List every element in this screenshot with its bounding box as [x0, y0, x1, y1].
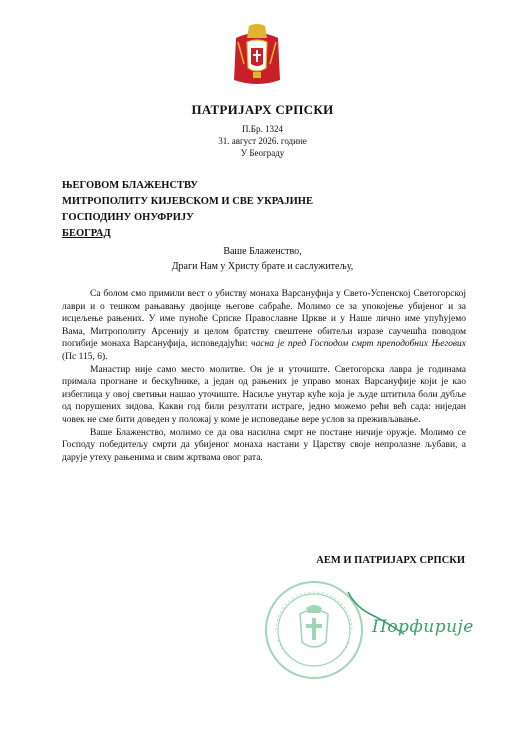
signatory-title: АЕМ И ПАТРИЈАРХ СРПСКИ [316, 555, 465, 566]
letter-body [62, 288, 466, 464]
addressee-line-1: ЊЕГОВОМ БЛАЖЕНСТВУ [62, 180, 198, 191]
salutation-line-1: Ваше Блаженство, [223, 246, 302, 257]
paragraph-1-text: Са болом смо примили вест о убиству монаха Варсануфија у Свето-Успенској Светогорској лаври и о тешком рањавању двојице његове сабраће. Молимо се за упокојење убијеног и за исцељење рањених. У име пуноће Српске Православне Цркве и у Наше лично име упућујемо Вама, Митрополиту Арсенију и целом братству свештене обитељи изразе саучешћа поводом погибије монаха Варсануфија, исповедајући: [62, 289, 466, 350]
coat-of-arms-icon [230, 24, 284, 88]
paragraph-2: Манастир није само место молитве. Он је и уточиште. Светогорска лавра је годинама примала прогнане и бескућнике, а један од рањених је управо монах Варсануфије који је као избеглица у овој светињи нашао уточиште. Насиље унутар куће која је људе штитила боли дубље од порушених зидова. Какви год били резултати истраге, једно можемо рећи већ сада: ниједан човек не сме бити доведен у положај у коме је исповедање вере услов за преживљавање. [62, 364, 466, 425]
psalm-quote: часна је пред Господом смрт преподобних Његових [251, 339, 466, 350]
reference-number: П.Бр. 1324 [242, 124, 283, 134]
psalm-reference: (Пс 115, 6). [62, 351, 108, 362]
handwritten-signature: Порфирије [372, 617, 474, 637]
addressee-line-3: ГОСПОДИНУ ОНУФРИЈУ [62, 212, 194, 223]
letter-date: 31. август 2026. године [218, 136, 307, 146]
paragraph-3: Ваше Блаженство, молимо се да ова насилна смрт не постане ничије оружје. Молимо се Господу победитељу смрти да убијеног монаха настани у Царству своје непролазне љубави, а дарује утеху рањенима и свим жртвама овог рата. [62, 427, 466, 463]
letter-place: У Београду [240, 148, 285, 158]
salutation-line-2: Драги Нам у Христу брате и саслужитељу, [171, 261, 354, 272]
addressee-city: БЕОГРАД [62, 228, 111, 239]
paragraph-1 [62, 288, 466, 364]
addressee-line-2: МИТРОПОЛИТУ КИЈЕВСКОМ И СВЕ УКРАЈИНЕ [62, 196, 313, 207]
letterhead-title: ПАТРИЈАРХ СРПСКИ [191, 102, 334, 117]
